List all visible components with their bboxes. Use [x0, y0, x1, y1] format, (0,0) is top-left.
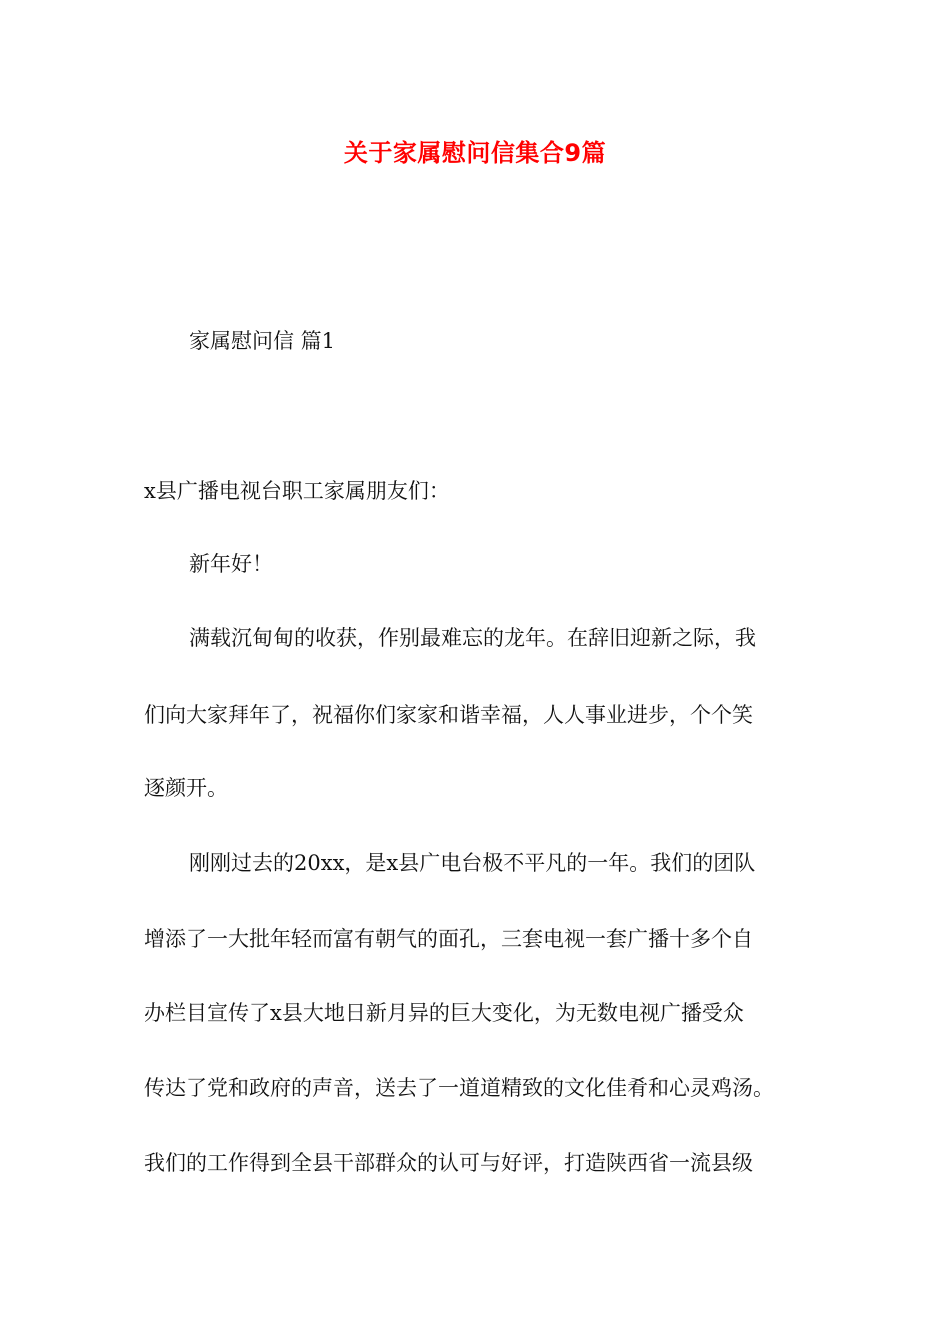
paragraph-line: 办栏目宣传了x县大地日新月异的巨大变化，为无数电视广播受众 [144, 1001, 744, 1025]
paragraph-line: 们向大家拜年了，祝福你们家家和谐幸福，人人事业进步，个个笑 [144, 703, 753, 727]
section-heading: 家属慰问信 篇1 [189, 329, 336, 353]
paragraph-line: 我们的工作得到全县干部群众的认可与好评，打造陕西省一流县级 [144, 1151, 753, 1175]
greeting: 新年好！ [189, 552, 273, 576]
salutation: x县广播电视台职工家属朋友们： [144, 479, 450, 503]
document-title: 关于家属慰问信集合9篇 [343, 139, 607, 167]
paragraph-line: 逐颜开。 [144, 776, 228, 800]
paragraph-line: 传达了党和政府的声音，送去了一道道精致的文化佳肴和心灵鸡汤。 [144, 1076, 774, 1100]
paragraph-line: 刚刚过去的20xx，是x县广电台极不平凡的一年。我们的团队 [189, 851, 756, 875]
paragraph-line: 满载沉甸甸的收获，作别最难忘的龙年。在辞旧迎新之际，我 [189, 626, 756, 650]
paragraph-line: 增添了一大批年轻而富有朝气的面孔，三套电视一套广播十多个自 [144, 927, 753, 951]
